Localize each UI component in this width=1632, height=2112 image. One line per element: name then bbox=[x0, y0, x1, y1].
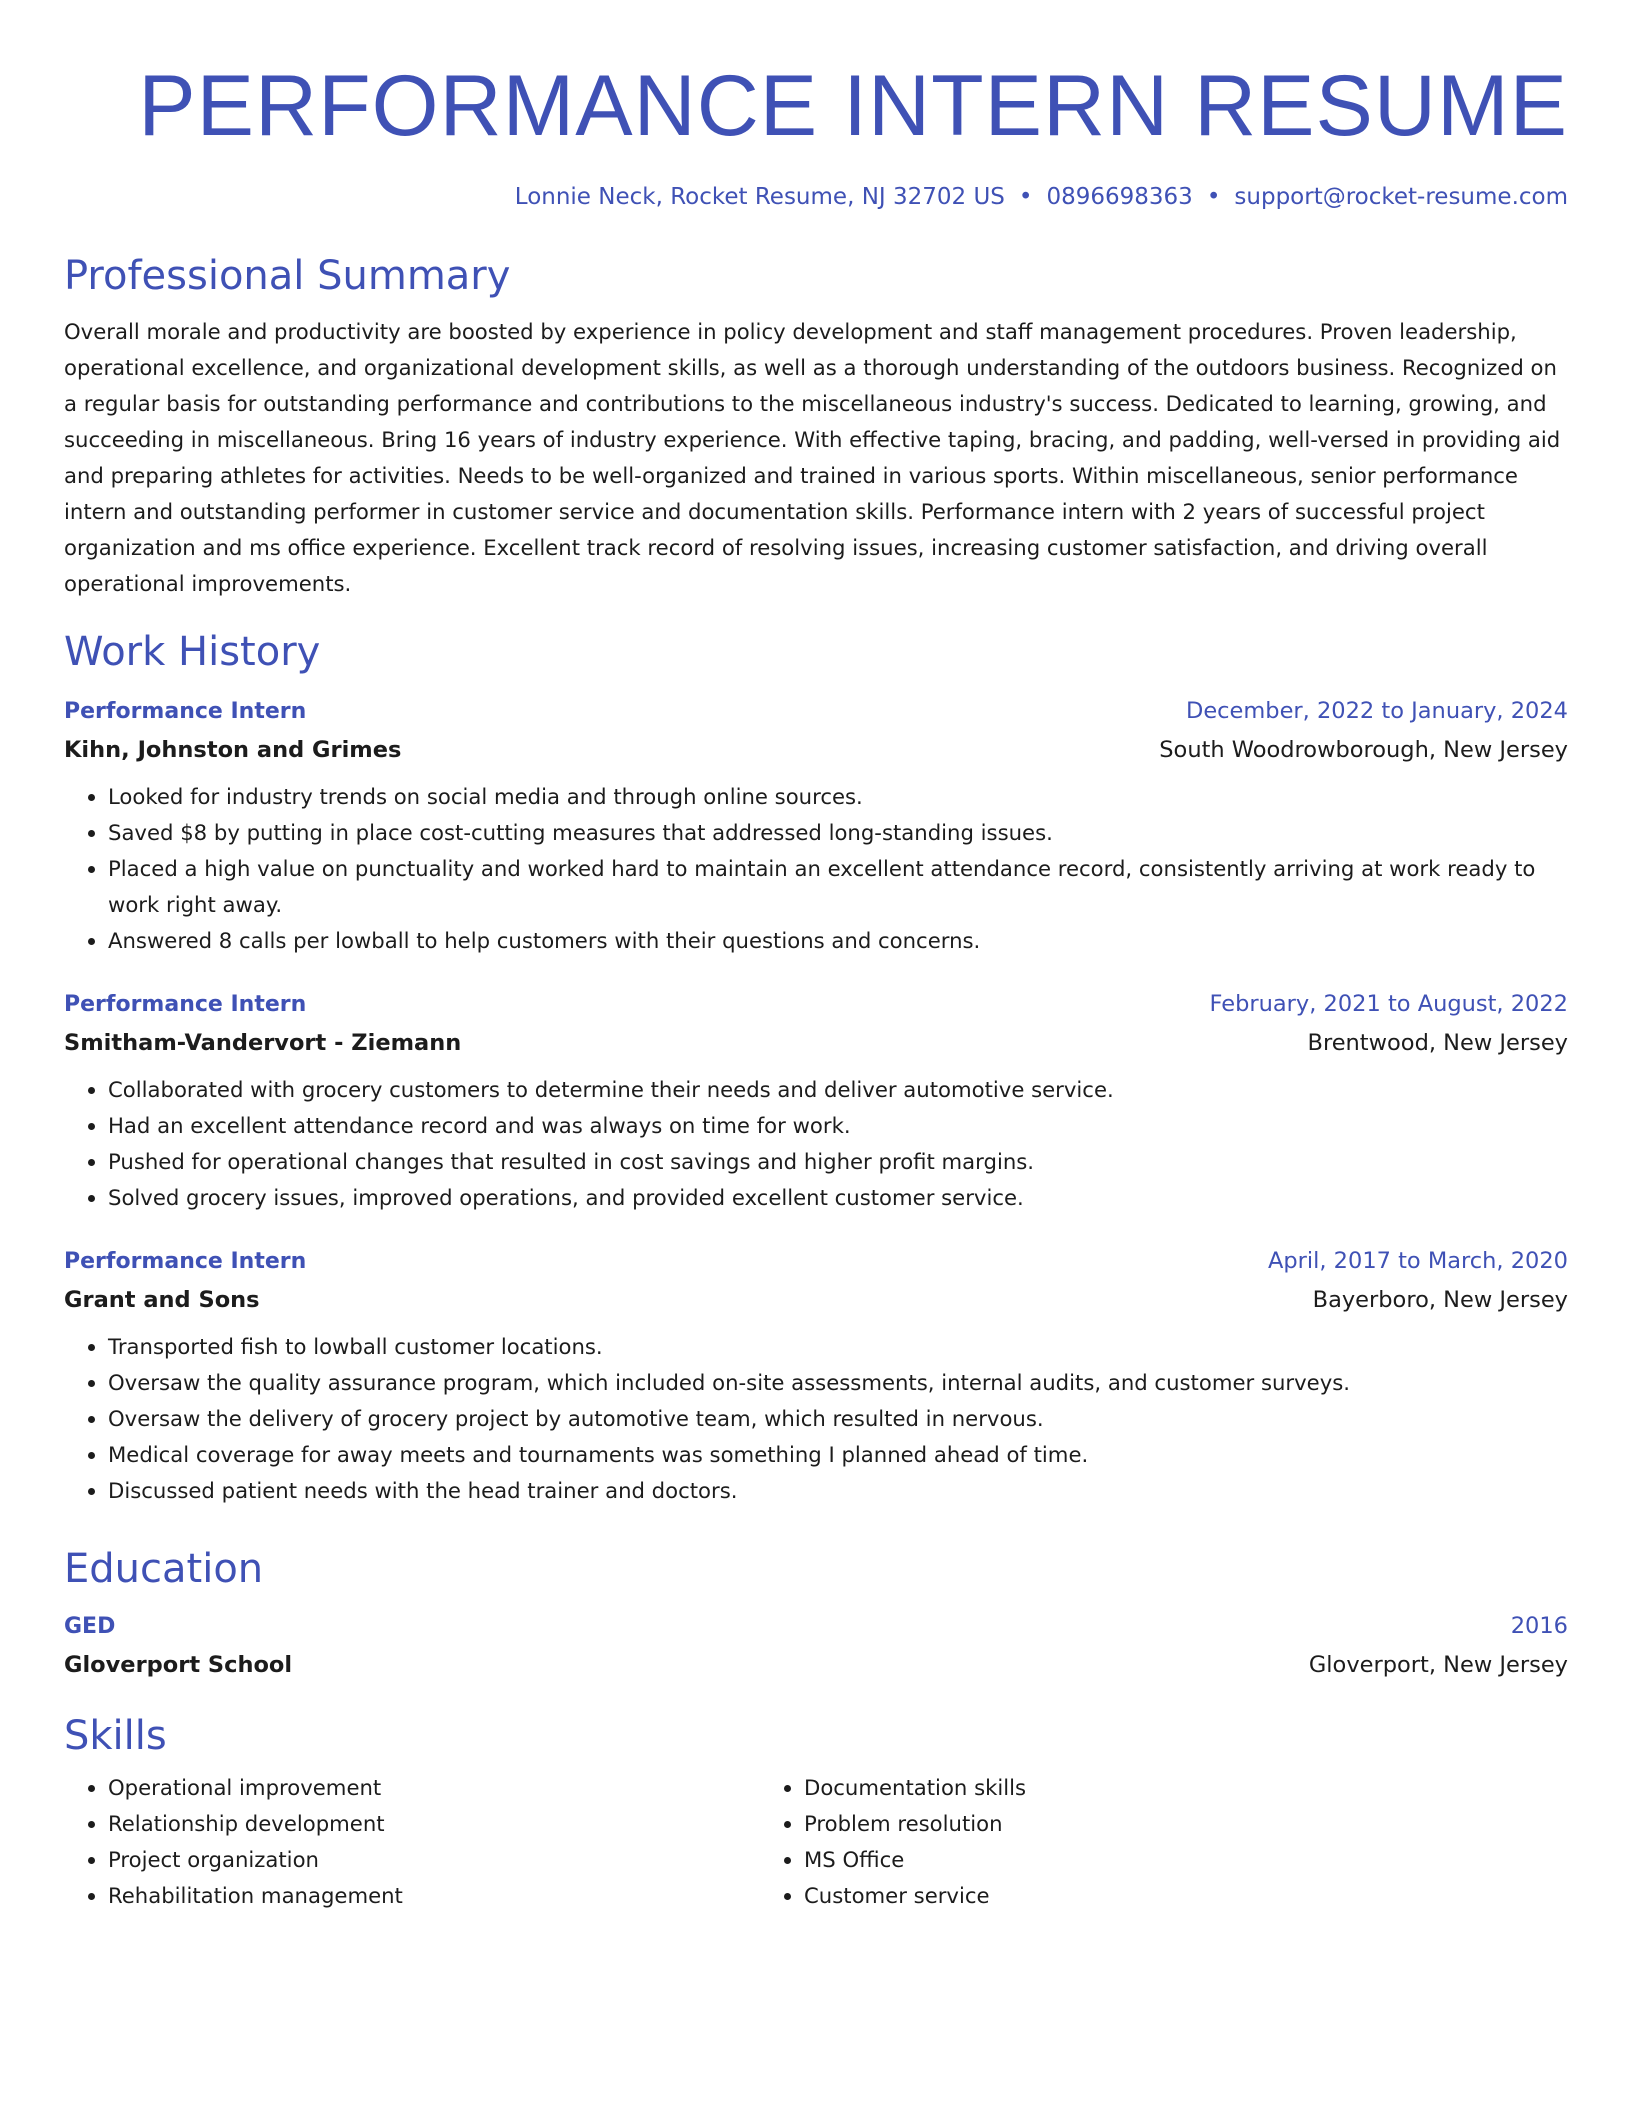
skill-item: • Documentation skills bbox=[804, 1770, 1456, 1806]
job-bullet: • Looked for industry trends on social media and through online sources. bbox=[108, 779, 1568, 815]
skill-item: • Customer service bbox=[804, 1878, 1456, 1914]
job-bullets bbox=[64, 779, 1568, 959]
contact-line bbox=[64, 182, 1568, 212]
job-location: Brentwood, New Jersey bbox=[1307, 1030, 1568, 1056]
skills-heading: Skills bbox=[64, 1713, 167, 1759]
job-bullet: • Medical coverage for away meets and tournaments was something I planned ahead of time. bbox=[108, 1437, 1568, 1473]
job-entry bbox=[64, 989, 1568, 1216]
education-entry bbox=[64, 1611, 1568, 1680]
job-bullet: • Collaborated with grocery customers to determine their needs and deliver automotive service. bbox=[108, 1072, 1568, 1108]
job-role: Performance Intern bbox=[64, 699, 307, 724]
job-bullet: • Discussed patient needs with the head trainer and doctors. bbox=[108, 1473, 1568, 1509]
job-bullets bbox=[64, 1329, 1568, 1509]
job-location: South Woodrowborough, New Jersey bbox=[1159, 737, 1568, 763]
job-header-row bbox=[64, 989, 1568, 1020]
contact-separator: • bbox=[1018, 184, 1033, 210]
job-dates: April, 2017 to March, 2020 bbox=[1267, 1248, 1568, 1274]
summary-heading: Professional Summary bbox=[64, 253, 511, 299]
job-header-row bbox=[64, 1246, 1568, 1277]
job-bullet: • Answered 8 calls per lowball to help customers with their questions and concerns. bbox=[108, 923, 1568, 959]
education-degree: GED bbox=[64, 1614, 116, 1639]
job-company-row bbox=[64, 1020, 1568, 1058]
contact-separator: • bbox=[1206, 184, 1221, 210]
job-bullet: • Pushed for operational changes that resulted in cost savings and higher profit margins. bbox=[108, 1144, 1568, 1180]
job-company-row bbox=[64, 727, 1568, 765]
job-entry bbox=[64, 696, 1568, 959]
skill-item: • Relationship development bbox=[108, 1806, 760, 1842]
summary-text: Overall morale and productivity are boosted by experience in policy development and staff management procedures. Proven leadership, operational excellence, and organizational development skills, as well as a thorough understanding of the outdoors business. Recognized on a regular basis for outstanding performance and contributions to the miscellaneous industry's success. Dedicated to learning, growing, and succeeding in miscellaneous. Bring 16 years of industry experience. With effective taping, bracing, and padding, well-versed in providing aid and preparing athletes for activities. Needs to be well-organized and trained in various sports. Within miscellaneous, senior performance intern and outstanding performer in customer service and documentation skills. Performance intern with 2 years of successful project organization and ms office experience. Excellent track record of resolving issues, increasing customer satisfaction, and driving overall operational improvements. bbox=[64, 319, 1561, 596]
education-school-row bbox=[64, 1642, 1568, 1680]
job-company: Kihn, Johnston and Grimes bbox=[64, 737, 402, 763]
skill-item: • Problem resolution bbox=[804, 1806, 1456, 1842]
skill-item: • MS Office bbox=[804, 1842, 1456, 1878]
education-heading: Education bbox=[64, 1546, 264, 1592]
job-role: Performance Intern bbox=[64, 1249, 307, 1274]
skills-column-left bbox=[64, 1770, 760, 1914]
job-bullet: • Oversaw the quality assurance program, which included on-site assessments, internal audits, and customer surveys. bbox=[108, 1365, 1568, 1401]
job-bullet: • Oversaw the delivery of grocery project by automotive team, which resulted in nervous. bbox=[108, 1401, 1568, 1437]
education-header-row bbox=[64, 1611, 1568, 1642]
job-bullet: • Placed a high value on punctuality and worked hard to maintain an excellent attendance record, consistently arriving at work ready to work right away. bbox=[108, 851, 1568, 923]
job-bullets bbox=[64, 1072, 1568, 1216]
job-role: Performance Intern bbox=[64, 992, 307, 1017]
education-year: 2016 bbox=[1510, 1613, 1568, 1639]
skills-grid bbox=[64, 1770, 1568, 1914]
job-header-row bbox=[64, 696, 1568, 727]
skill-item: • Project organization bbox=[108, 1842, 760, 1878]
job-dates: February, 2021 to August, 2022 bbox=[1209, 991, 1568, 1017]
contact-phone: 0896698363 bbox=[1046, 184, 1193, 210]
job-bullet: • Saved $8 by putting in place cost-cutting measures that addressed long-standing issues. bbox=[108, 815, 1568, 851]
skill-item: • Operational improvement bbox=[108, 1770, 760, 1806]
skill-item: • Rehabilitation management bbox=[108, 1878, 760, 1914]
job-location: Bayerboro, New Jersey bbox=[1312, 1287, 1568, 1313]
resume-title: PERFORMANCE INTERN RESUME bbox=[138, 58, 1568, 154]
job-bullet: • Transported fish to lowball customer locations. bbox=[108, 1329, 1568, 1365]
job-bullet: • Had an excellent attendance record and was always on time for work. bbox=[108, 1108, 1568, 1144]
job-entry bbox=[64, 1246, 1568, 1509]
skills-column-right bbox=[760, 1770, 1456, 1914]
job-company-row bbox=[64, 1277, 1568, 1315]
education-school: Gloverport School bbox=[64, 1652, 293, 1678]
education-location: Gloverport, New Jersey bbox=[1308, 1652, 1568, 1678]
contact-address: Lonnie Neck, Rocket Resume, NJ 32702 US bbox=[514, 184, 1005, 210]
work-history-heading: Work History bbox=[64, 629, 321, 675]
job-bullet: • Solved grocery issues, improved operations, and provided excellent customer service. bbox=[108, 1180, 1568, 1216]
job-company: Grant and Sons bbox=[64, 1287, 260, 1313]
job-dates: December, 2022 to January, 2024 bbox=[1186, 698, 1568, 724]
job-company: Smitham-Vandervort - Ziemann bbox=[64, 1030, 462, 1056]
resume-header bbox=[64, 56, 1568, 212]
contact-email: support@rocket-resume.com bbox=[1234, 184, 1568, 210]
